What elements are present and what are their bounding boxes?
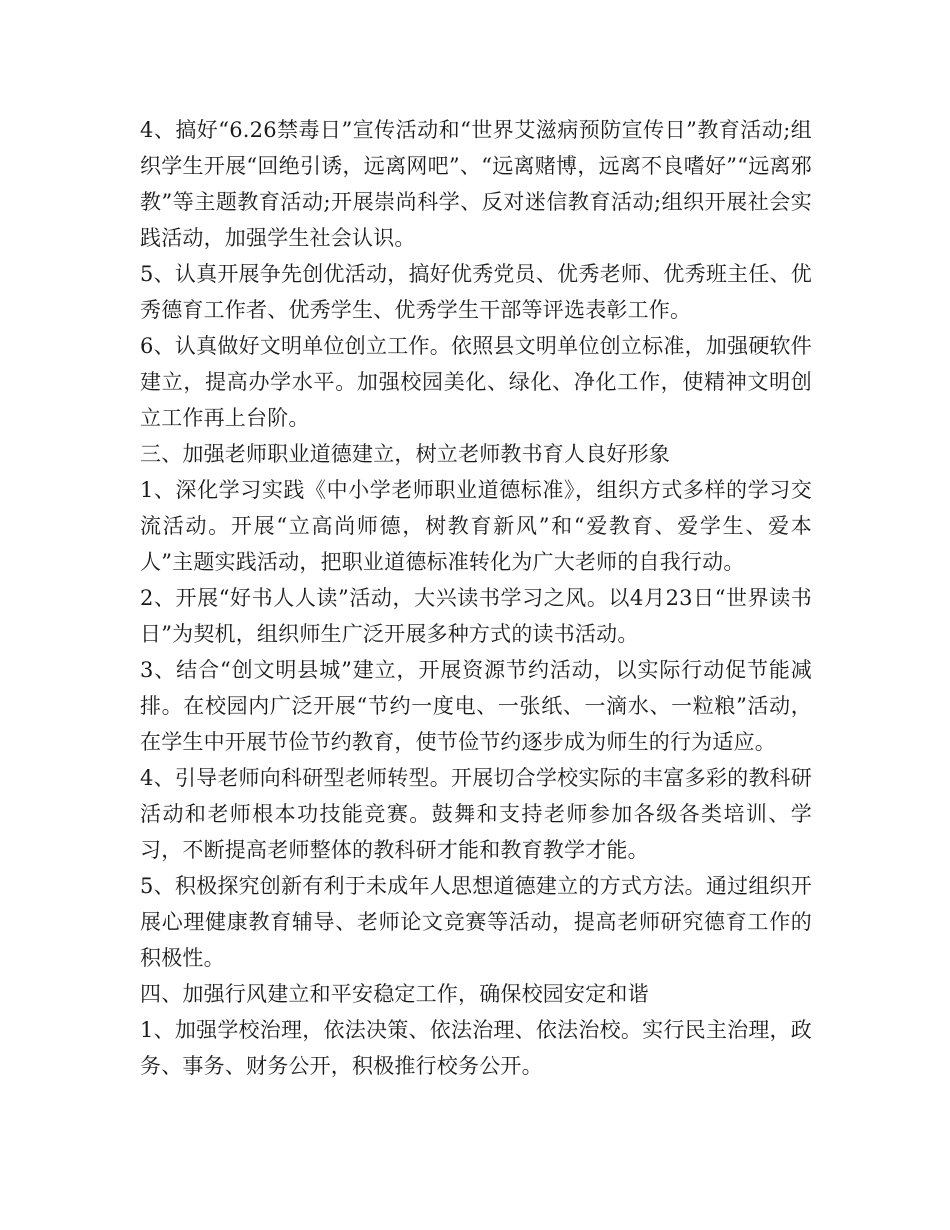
paragraph-item-3-conservation: 3、结合“创文明县城”建立，开展资源节约活动，以实际行动促节能减排。在校园内广泛开展“节约一度电、一张纸、一滴水、一粒粮”活动，在学生中开展节俭节约教育，使节俭节约逐步成为师生的行为适应。	[140, 658, 812, 754]
paragraph-item-6-civilized-unit: 6、认真做好文明单位创立工作。依照县文明单位创立标准，加强硬软件建立，提高办学水平。加强校园美化、绿化、净化工作，使精神文明创立工作再上台阶。	[140, 334, 812, 430]
document-body	[140, 112, 812, 1084]
paragraph-item-5-innovation: 5、积极探究创新有利于未成年人思想道德建立的方式方法。通过组织开展心理健康教育辅导、老师论文竞赛等活动，提高老师研究德育工作的积极性。	[140, 874, 812, 970]
paragraph-item-1-governance: 1、加强学校治理，依法决策、依法治理、依法治校。实行民主治理，政务、事务、财务公开，积极推行校务公开。	[140, 1018, 812, 1078]
paragraph-item-4-research: 4、引导老师向科研型老师转型。开展切合学校实际的丰富多彩的教科研活动和老师根本功技能竞赛。鼓舞和支持老师参加各级各类培训、学习，不断提高老师整体的教科研才能和教育教学才能。	[140, 766, 812, 862]
paragraph-item-4-anti-drug: 4、搞好“6.26禁毒日”宣传活动和“世界艾滋病预防宣传日”教育活动;组织学生开展“回绝引诱，远离网吧”、“远离赌博，远离不良嗜好”“远离邪教”等主题教育活动;开展崇尚科学、反对迷信教育活动;组织开展社会实践活动，加强学生社会认识。	[140, 118, 812, 250]
section-heading-3: 三、加强老师职业道德建立，树立老师教书育人良好形象	[140, 442, 670, 466]
section-heading-4: 四、加强行风建立和平安稳定工作，确保校园安定和谐	[140, 982, 649, 1006]
paragraph-item-1-ethics-study: 1、深化学习实践《中小学老师职业道德标准》，组织方式多样的学习交流活动。开展“立高尚师德，树教育新风”和“爱教育、爱学生、爱本人”主题实践活动，把职业道德标准转化为广大老师的自我行动。	[140, 478, 812, 574]
paragraph-item-5-commendation: 5、认真开展争先创优活动，搞好优秀党员、优秀老师、优秀班主任、优秀德育工作者、优秀学生、优秀学生干部等评选表彰工作。	[140, 262, 812, 322]
paragraph-item-2-reading: 2、开展“好书人人读”活动，大兴读书学习之风。以4月23日“世界读书日”为契机，组织师生广泛开展多种方式的读书活动。	[140, 586, 812, 646]
